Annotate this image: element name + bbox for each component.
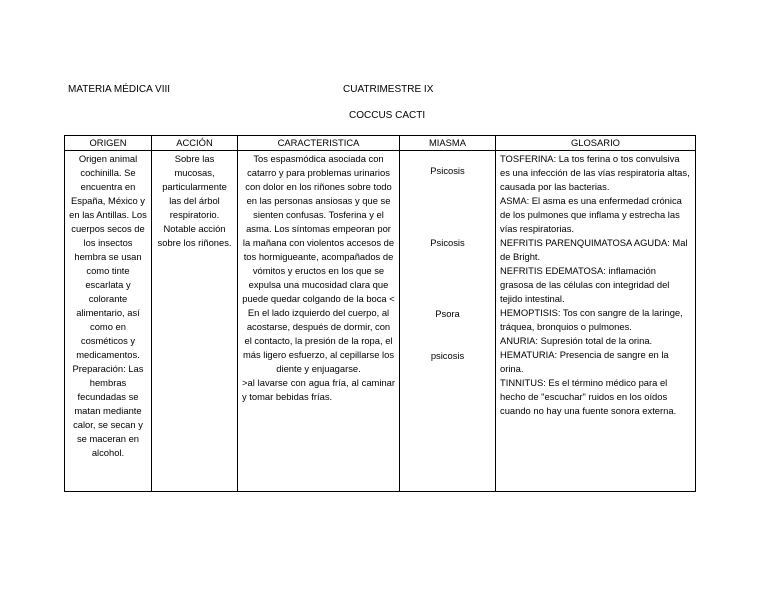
header-accion: ACCIÓN — [152, 136, 238, 151]
header-origen: ORIGEN — [65, 136, 152, 151]
origen-cell: Origen animal cochinilla. Se encuentra en España, México y en las Antillas. Los cuerpos secos de los insectos hembra se usan como tinte escarlata y colorante alimentario, así como en cosméticos y medicamentos. Preparación: Las hembras fecundadas se matan mediante calor, se secan y se maceran en alcohol. — [65, 151, 152, 492]
glosario-entry: TINNITUS: Es el término médico para el hecho de "escuchar" ruidos en los oídos cuando no hay una fuente sonora externa. — [500, 377, 677, 416]
term-label: CUATRIMESTRE IX — [343, 84, 434, 95]
table-header-row — [65, 136, 696, 151]
accion-cell: Sobre las mucosas, particularmente las del árbol respiratorio. Notable acción sobre los riñones. — [152, 151, 238, 492]
miasma-item: Psicosis — [430, 237, 465, 248]
glosario-entry: ANURIA: Supresión total de la orina. — [500, 335, 653, 346]
header-miasma: MIASMA — [400, 136, 496, 151]
glosario-entry: HEMATURIA: Presencia de sangre en la orina. — [500, 349, 669, 374]
subject-title: MATERIA MÉDICA VIII — [68, 84, 171, 95]
caracteristica-main: Tos espasmódica asociada con catarro y para problemas urinarios con dolor en los riñones sobre todo en las personas ansiosas y que se sienten confusas. Tosferina y el asma. Los síntomas empeoran por la mañana con violentos accesos de tos hormigueante, acompañados de vómitos y eructos en los que se expulsa una mucosidad clara que puede quedar colgando de la boca < — [242, 153, 395, 304]
miasma-item: Psicosis — [430, 165, 465, 176]
caracteristica-better: >al lavarse con agua fría, al caminar y tomar bebidas frías. — [242, 377, 395, 402]
glosario-entry: ASMA: El asma es una enfermedad crónica de los pulmones que inflama y estrecha las vías respiratorias. — [500, 195, 682, 234]
miasma-cell — [400, 151, 496, 492]
glosario-cell — [496, 151, 696, 492]
header-glosario: GLOSARIO — [496, 136, 696, 151]
glosario-entry: HEMOPTISIS: Tos con sangre de la laringe, tráquea, bronquios o pulmones. — [500, 307, 683, 332]
table-row — [65, 151, 696, 492]
header-caracteristica: CARACTERISTICA — [238, 136, 400, 151]
caracteristica-cell — [238, 151, 400, 492]
miasma-item: psicosis — [430, 350, 465, 361]
remedy-title: COCCUS CACTI — [349, 110, 426, 121]
caracteristica-worse: En el lado izquierdo del cuerpo, al acostarse, después de dormir, con el contacto, la presión de la ropa, el más ligero esfuerzo, al cepillarse los diente y enjuagarse. — [242, 307, 395, 374]
remedy-table — [64, 135, 696, 492]
glosario-entry: NEFRITIS EDEMATOSA: inflamación grasosa de las células con integridad del tejido intestinal. — [500, 265, 670, 304]
glosario-entry: TOSFERINA: La tos ferina o tos convulsiva es una infección de las vías respiratoria altas, causada por las bacterias. — [500, 153, 690, 192]
glosario-entry: NEFRITIS PARENQUIMATOSA AGUDA: Mal de Bright. — [500, 237, 688, 262]
miasma-item: Psora — [435, 308, 460, 319]
